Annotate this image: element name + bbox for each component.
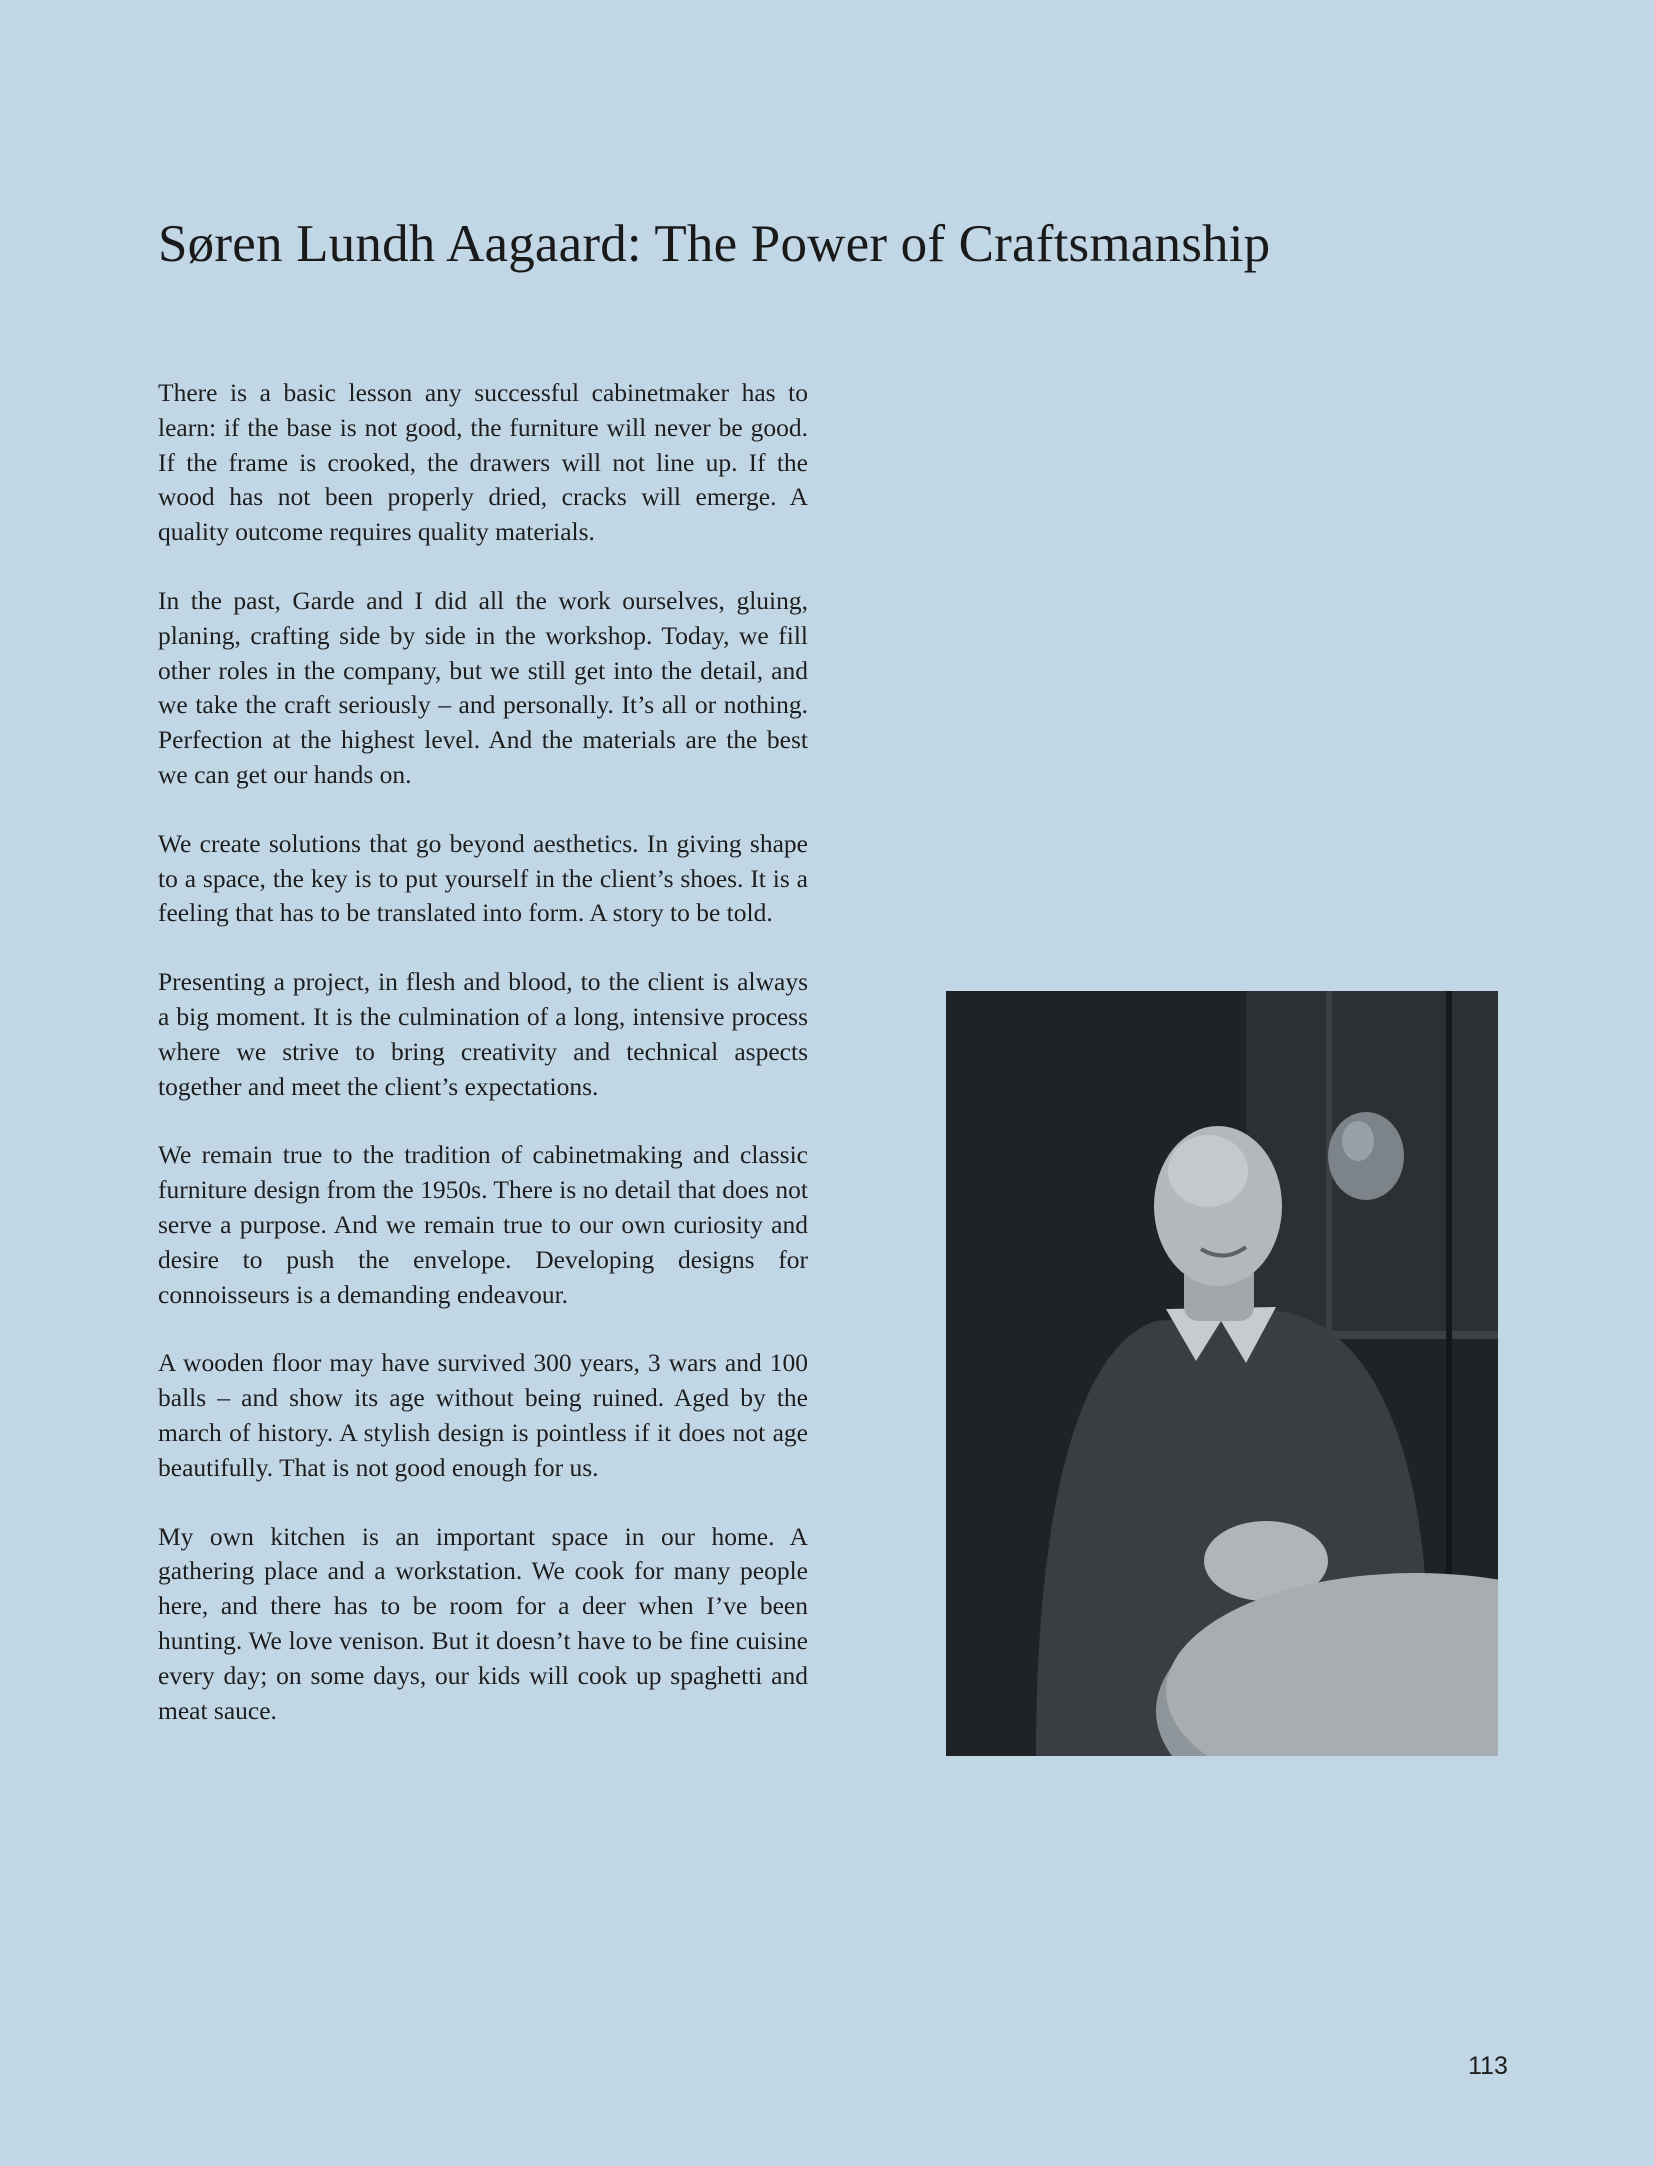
paragraph-5: We remain true to the tradition of cabinetmaking and classic furniture design from the 1950s. There is no detail that does not serve a purpose. And we remain true to our own curiosity and desire to push the envelope. Developing designs for connoisseurs is a demanding endeavour. [158,1140,808,1309]
body-text-column [158,376,808,1762]
page-title: Søren Lundh Aagaard: The Power of Craftsmanship [158,215,1271,273]
portrait-illustration [946,991,1498,1756]
paragraph-7: My own kitchen is an important space in our home. A gathering place and a workstation. We cook for many people here, and there has to be room for a deer when I’ve been hunting. We love venison. But it doesn’t have to be fine cuisine every day; on some days, our kids will cook up spaghetti and meat sauce. [158,1521,808,1725]
paragraph-4: Presenting a project, in flesh and blood, to the client is always a big moment. It is the culmination of a long, intensive process where we strive to bring creativity and technical aspects together and meet the client’s expectations. [158,967,808,1101]
paragraph-3: We create solutions that go beyond aesthetics. In giving shape to a space, the key is to put yourself in the client’s shoes. It is a feeling that has to be translated into form. A story to be told. [158,828,808,928]
paragraph-1: There is a basic lesson any successful cabinetmaker has to learn: if the base is not good, the furniture will never be good. If the frame is crooked, the drawers will not line up. If the wood has not been properly dried, cracks will emerge. A quality outcome requires quality materials. [158,378,808,547]
paragraph-2: In the past, Garde and I did all the work ourselves, gluing, planing, crafting side by side in the workshop. Today, we fill other roles in the company, but we still get into the detail, and we take the craft seriously – and personally. It’s all or nothing. Perfection at the highest level. And the materials are the best we can get our hands on. [158,585,808,789]
portrait-photo [946,991,1498,1756]
page-number: 113 [1468,2052,1508,2080]
paragraph-6: A wooden floor may have survived 300 years, 3 wars and 100 balls – and show its age without being ruined. Aged by the march of history. A stylish design is pointless if it does not age beautifully. That is not good enough for us. [158,1348,808,1482]
